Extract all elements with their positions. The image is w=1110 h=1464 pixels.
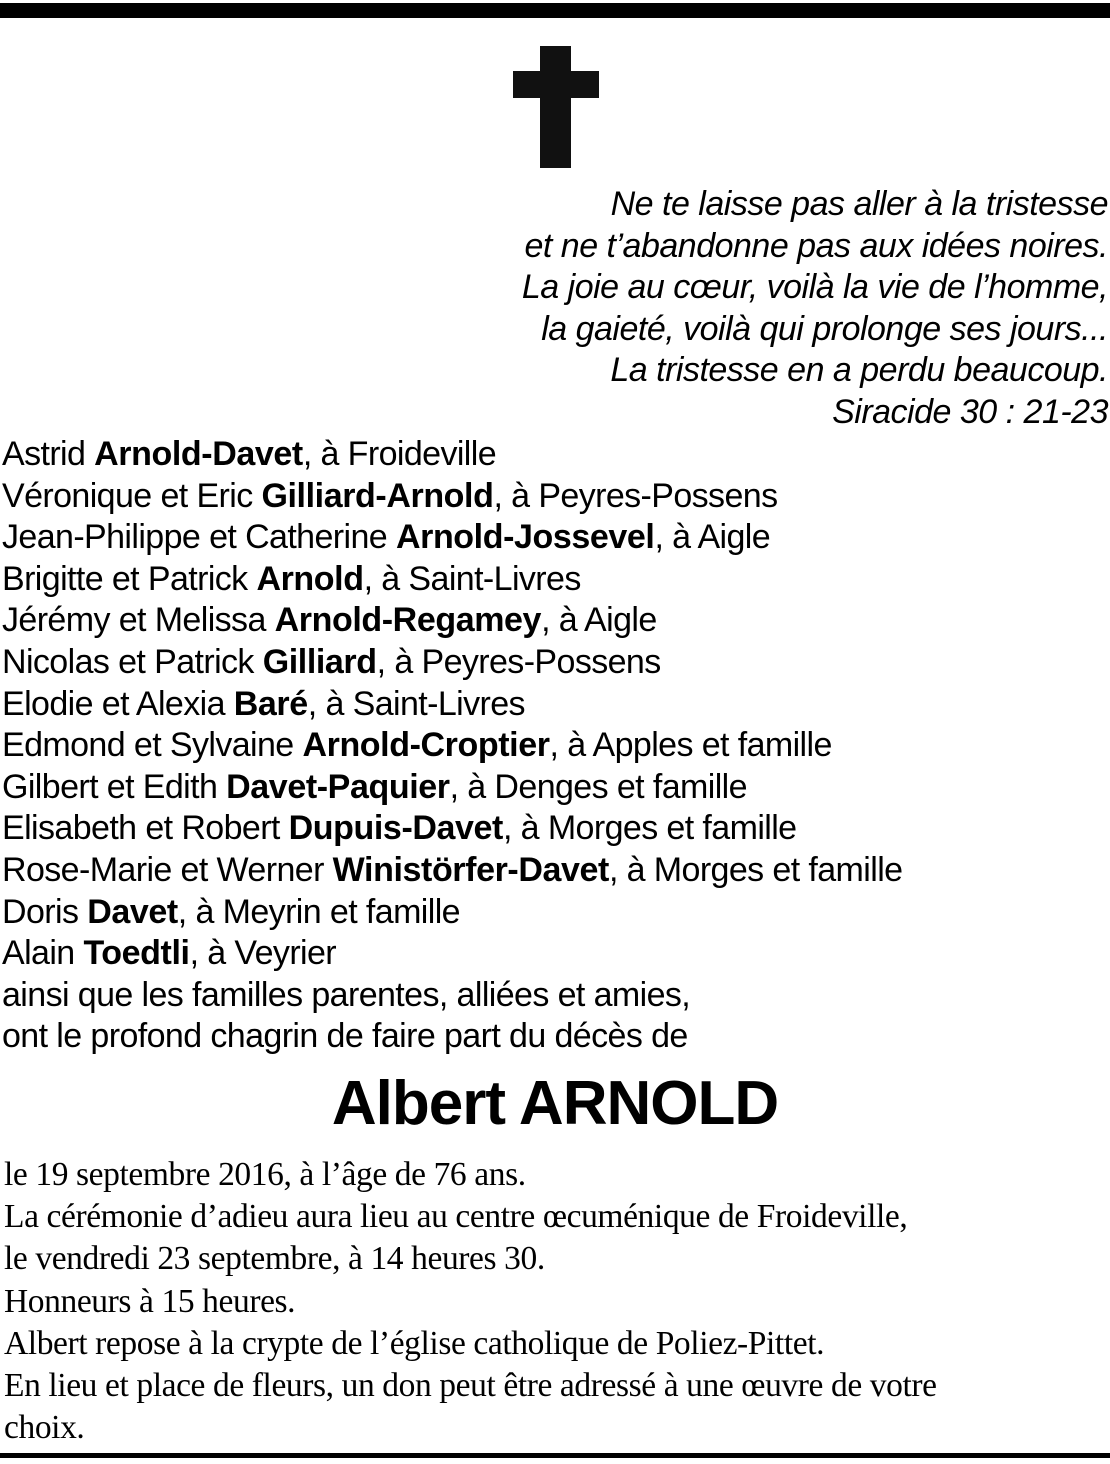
surname: Gilliard-Arnold [261,476,494,515]
surname: Toedtli [83,934,190,973]
first-names: Jean-Philippe et Catherine [2,518,396,557]
place: , à Apples et famille [549,726,832,765]
first-names: Alain [2,934,84,973]
top-rule [0,3,1110,18]
place: , à Saint-Livres [307,684,525,723]
family-entry [2,684,1102,726]
family-entry [2,725,1102,767]
detail-line: le 19 septembre 2016, à l’âge de 76 ans. [4,1156,526,1193]
quote-line: La joie au cœur, voilà la vie de l’homme, [521,268,1108,306]
family-list [2,434,1102,1058]
first-names: Nicolas et Patrick [2,642,263,681]
surname: Arnold-Regamey [274,601,542,640]
scripture-quote [408,184,1108,433]
first-names: Véronique et Eric [2,476,262,515]
deceased-name: Albert ARNOLD [331,1069,779,1138]
quote-line: La tristesse en a perdu beaucoup. [610,351,1108,389]
family-entry [2,517,1102,559]
first-names: Rose-Marie et Werner [2,850,333,889]
family-entry [2,559,1102,601]
detail-line: En lieu et place de fleurs, un don peut être adressé à une œuvre de votre [4,1367,937,1405]
place: , à Denges et famille [449,767,747,806]
surname: Arnold-Davet [94,435,303,473]
surname: Arnold-Jossevel [395,518,655,557]
quote-line: la gaieté, voilà qui prolonge ses jours... [541,309,1108,348]
place: , à Peyres-Possens [376,642,661,681]
surname: Arnold-Croptier [302,726,550,765]
surname: Winistörfer-Davet [332,850,609,889]
quote-line: et ne t’abandonne pas aux idées noires. [524,226,1108,265]
family-entry [2,476,1102,518]
quote-line: Ne te laisse pas aller à la tristesse [610,185,1108,223]
family-entry [2,434,1102,476]
closing-line: ont le profond chagrin de faire part du décès de [2,1017,688,1056]
ceremony-details [4,1154,1110,1449]
detail-line: La cérémonie d’adieu aura lieu au centre œcuménique de Froideville, [4,1198,908,1236]
first-names: Edmond et Sylvaine [2,726,303,765]
first-names: Elisabeth et Robert [2,809,289,848]
surname: Gilliard [262,642,377,681]
first-names: Astrid [2,435,95,473]
surname: Dupuis-Davet [288,809,503,848]
first-names: Gilbert et Edith [2,767,227,806]
surname: Arnold [256,559,364,598]
closing-line: ainsi que les familles parentes, alliées et amies, [2,975,691,1014]
family-entry [2,767,1102,809]
family-entry [2,808,1102,850]
place: , à Meyrin et famille [177,892,460,931]
place: , à Saint-Livres [363,559,581,598]
place: , à Morges et famille [502,809,797,848]
place: , à Morges et famille [608,850,903,889]
first-names: Elodie et Alexia [2,684,234,723]
first-names: Doris [2,892,88,931]
place: , à Aigle [654,518,771,557]
detail-line: Albert repose à la crypte de l’église catholique de Poliez-Pittet. [4,1324,825,1362]
family-entry [2,642,1102,684]
bottom-rule [0,1453,1110,1458]
place: , à Aigle [541,601,657,640]
family-entry [2,600,1102,642]
place: , à Froideville [302,435,497,473]
place: , à Peyres-Possens [493,476,778,515]
surname: Baré [233,684,308,723]
cross-icon [513,46,599,168]
quote-source: Siracide 30 : 21-23 [832,392,1108,431]
detail-line: choix. [4,1409,85,1447]
family-entry [2,850,1102,892]
family-entry [2,892,1102,934]
first-names: Jérémy et Melissa [2,601,275,640]
first-names: Brigitte et Patrick [2,559,257,598]
detail-line: Honneurs à 15 heures. [4,1282,296,1320]
place: , à Veyrier [189,934,337,973]
surname: Davet-Paquier [226,767,450,806]
family-entry [2,933,1102,975]
surname: Davet [87,892,178,931]
detail-line: le vendredi 23 septembre, à 14 heures 30. [4,1240,545,1278]
